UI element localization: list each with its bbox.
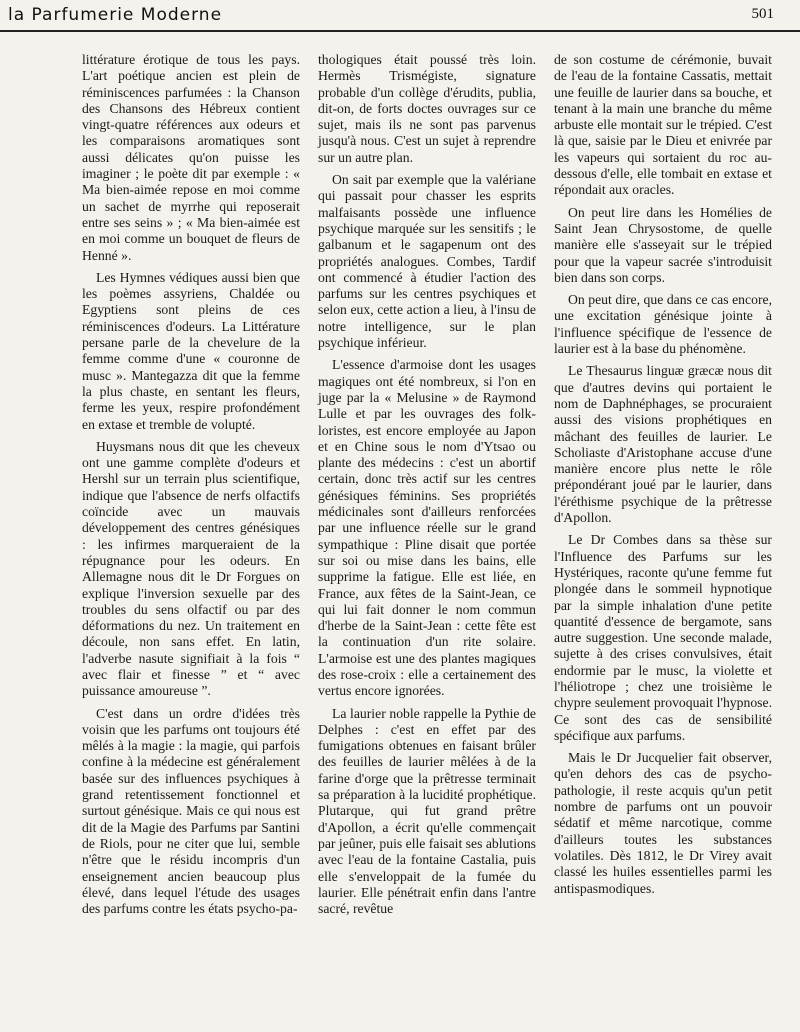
paragraph: L'essence d'armoise dont les usages magiques ont été nombreux, si l'on en juge par la « Melusine » de Raymond Lulle et par les ouvrages des folk-loristes, est encore employée au Japon et en Chine sous le nom d'Ytsao ou plante des médecins : c'est un abortif certain, donc très actif sur les centres génésiques féminins. Ses propriétés médicinales sont d'ailleurs renforcées par une influence réelle sur le grand sympathique : Pline disait que portée sur soi ou mise dans les bains, elle supprime la fatigue. Elle est liée, en France, aux fêtes de la Saint-Jean, ce qui lui fait donner le nom commun d'herbe de la Saint-Jean : cette fête est la continuation d'un rite solaire. L'armoise est une des plantes magiques des rose-croix : elle a certainement des vertus encore ignorées. [318,357,536,699]
column-3 [554,52,772,923]
page-header [0,0,800,34]
column-1 [82,52,300,923]
text-columns [82,52,772,923]
paragraph: C'est dans un ordre d'idées très voisin que les parfums ont toujours été mêlés à la magie : la magie, qui parfois confine à la médecine est généralement basée sur des influences psychiques à grand retentissement fonctionnel et surtout génésique. Mais ce qui nous est dit de la Magie des Parfums par Santini de Riols, pour ne citer que lui, semble n'être que le résidu incompris d'un enseignement ancien beaucoup plus élevé, dans lequel l'étude des usages des parfums contre les états psycho-pa- [82,705,300,917]
paragraph: thologiques était poussé très loin. Hermès Trismégiste, signature probable d'un collège d'érudits, publia, dit-on, de forts doctes ouvrages sur ce sujet, mais ils ne sont pas parvenus jusqu'à nous. C'est un sujet à reprendre sur un autre plan. [318,52,536,165]
paragraph: Les Hymnes védiques aussi bien que les poèmes assyriens, Chaldée ou Egyptiens sont pleins de ces réminiscences d'odeurs. La Littérature persane parle de la chevelure de la femme comme d'une « couronne de musc ». Mantegazza dit que la femme la plus chaste, en sentant les fleurs, ferme les yeux, respire profondément en extase et tremble de volupté. [82,269,300,432]
paragraph: Le Thesaurus linguæ græcæ nous dit que d'autres devins qui portaient le nom de Daphnéphages, se procuraient aussi des visions prophétiques en mâchant des feuilles de laurier. Le Scholiaste d'Aristophane accuse d'une manière encore plus nette le rôle prépondérant joué par le laurier, dans l'éréthisme psychique de la prêtresse d'Apollon. [554,363,772,526]
paragraph: On peut lire dans les Homélies de Saint Jean Chrysostome, de quelle manière elle s'asseyait sur le trépied pour que la vapeur sacrée s'introduisit bien dans son corps. [554,204,772,285]
header-rule [0,30,800,32]
paragraph: Le Dr Combes dans sa thèse sur l'Influence des Parfums sur les Hystériques, raconte qu'une femme fut plongée dans le sommeil hypnotique par la simple inhalation d'une petite quantité d'essence de bergamote, sans autre suggestion. Une seconde malade, sujette à des crises convulsives, était endormie par le musc, la violette et l'héliotrope ; chez une troisième le chypre seulement provoquait l'hypnose. Ce sont des cas de sensibilité spécifique aux parfums. [554,532,772,743]
paragraph: On peut dire, que dans ce cas encore, une excitation génésique jointe à l'influence spécifique de l'essence de laurier est à la base du phénomène. [554,292,772,357]
page-number: 501 [751,6,774,22]
paragraph: littérature érotique de tous les pays. L'art poétique ancien est plein de réminiscences parfumées : la Chanson des Chansons des Hébreux contient vingt-quatre références aux odeurs et les comparaisons aromatiques sont aussi délicates qu'on puisse les imaginer ; le poète dit par exemple : « Ma bien-aimée repose en moi comme un sachet de myrrhe qui reposerait entre ses seins » ; « Ma bien-aimée est en moi comme un bouquet de fleurs de Henné ». [82,52,300,263]
paragraph: La laurier noble rappelle la Pythie de Delphes : c'est en effet par des fumigations obtenues en faisant brûler des feuilles de laurier mêlées à de la farine d'orge que la prêtresse terminait sa préparation à la lucidité prophétique. Plutarque, qui fut grand prêtre d'Apollon, a écrit qu'elle commençait par jeûner, puis elle faisait ses ablutions avec l'eau de la fontaine Castalia, puis elle s'enveloppait de la fumée du laurier. Elle pénétrait enfin dans l'antre sacré, revêtue [318,705,537,917]
paragraph: de son costume de cérémonie, buvait de l'eau de la fontaine Cassatis, mettait une feuille de laurier dans sa bouche, et tenant à la main une branche du même arbuste elle montait sur le trépied. C'est là que, saisie par le Dieu et enivrée par les vapeurs qui sortaient du roc au-dessous d'elle, elle tombait en extase et répondait aux oracles. [554,52,772,198]
paragraph: On sait par exemple que la valériane qui passait pour chasser les esprits malfaisants possède une influence psychique marquée sur les sensitifs ; le galbanum et le sagapenum ont des propriétés analogues. Combes, Tardif ont commencé à étudier l'action des parfums sur les centres psychiques et selon eux, cette action a lieu, à l'insu de notre intelligence, sur le plan psychique inférieur. [318,172,536,351]
paragraph: Huysmans nous dit que les cheveux ont une gamme complète d'odeurs et Hershl sur un terrain plus scientifique, indique que l'absence de nerfs olfactifs coïncide avec un mauvais développement des centres génésiques : les infirmes marqueraient de la répugnance pour les odeurs. En Allemagne nous dit le Dr Forgues on explique l'inversion sexuelle par des troubles du sens olfactif ou par des déformations du nez. Un traitement en découle, non sans effet. En latin, l'adverbe nasute signifiait à la fois “ avec flair et finesse ” et “ avec puissance amoureuse ”. [82,438,300,699]
journal-title: la Parfumerie Moderne [8,5,223,25]
paragraph: Mais le Dr Jucquelier fait observer, qu'en dehors des cas de psycho-pathologie, il reste acquis qu'un petit nombre de parfums ont un pouvoir sédatif et même narcotique, comme d'ailleurs toutes les substances volatiles. Dès 1812, le Dr Virey avait classé les huiles essentielles parmi les antispasmodiques. [554,750,772,896]
column-2 [318,52,536,923]
